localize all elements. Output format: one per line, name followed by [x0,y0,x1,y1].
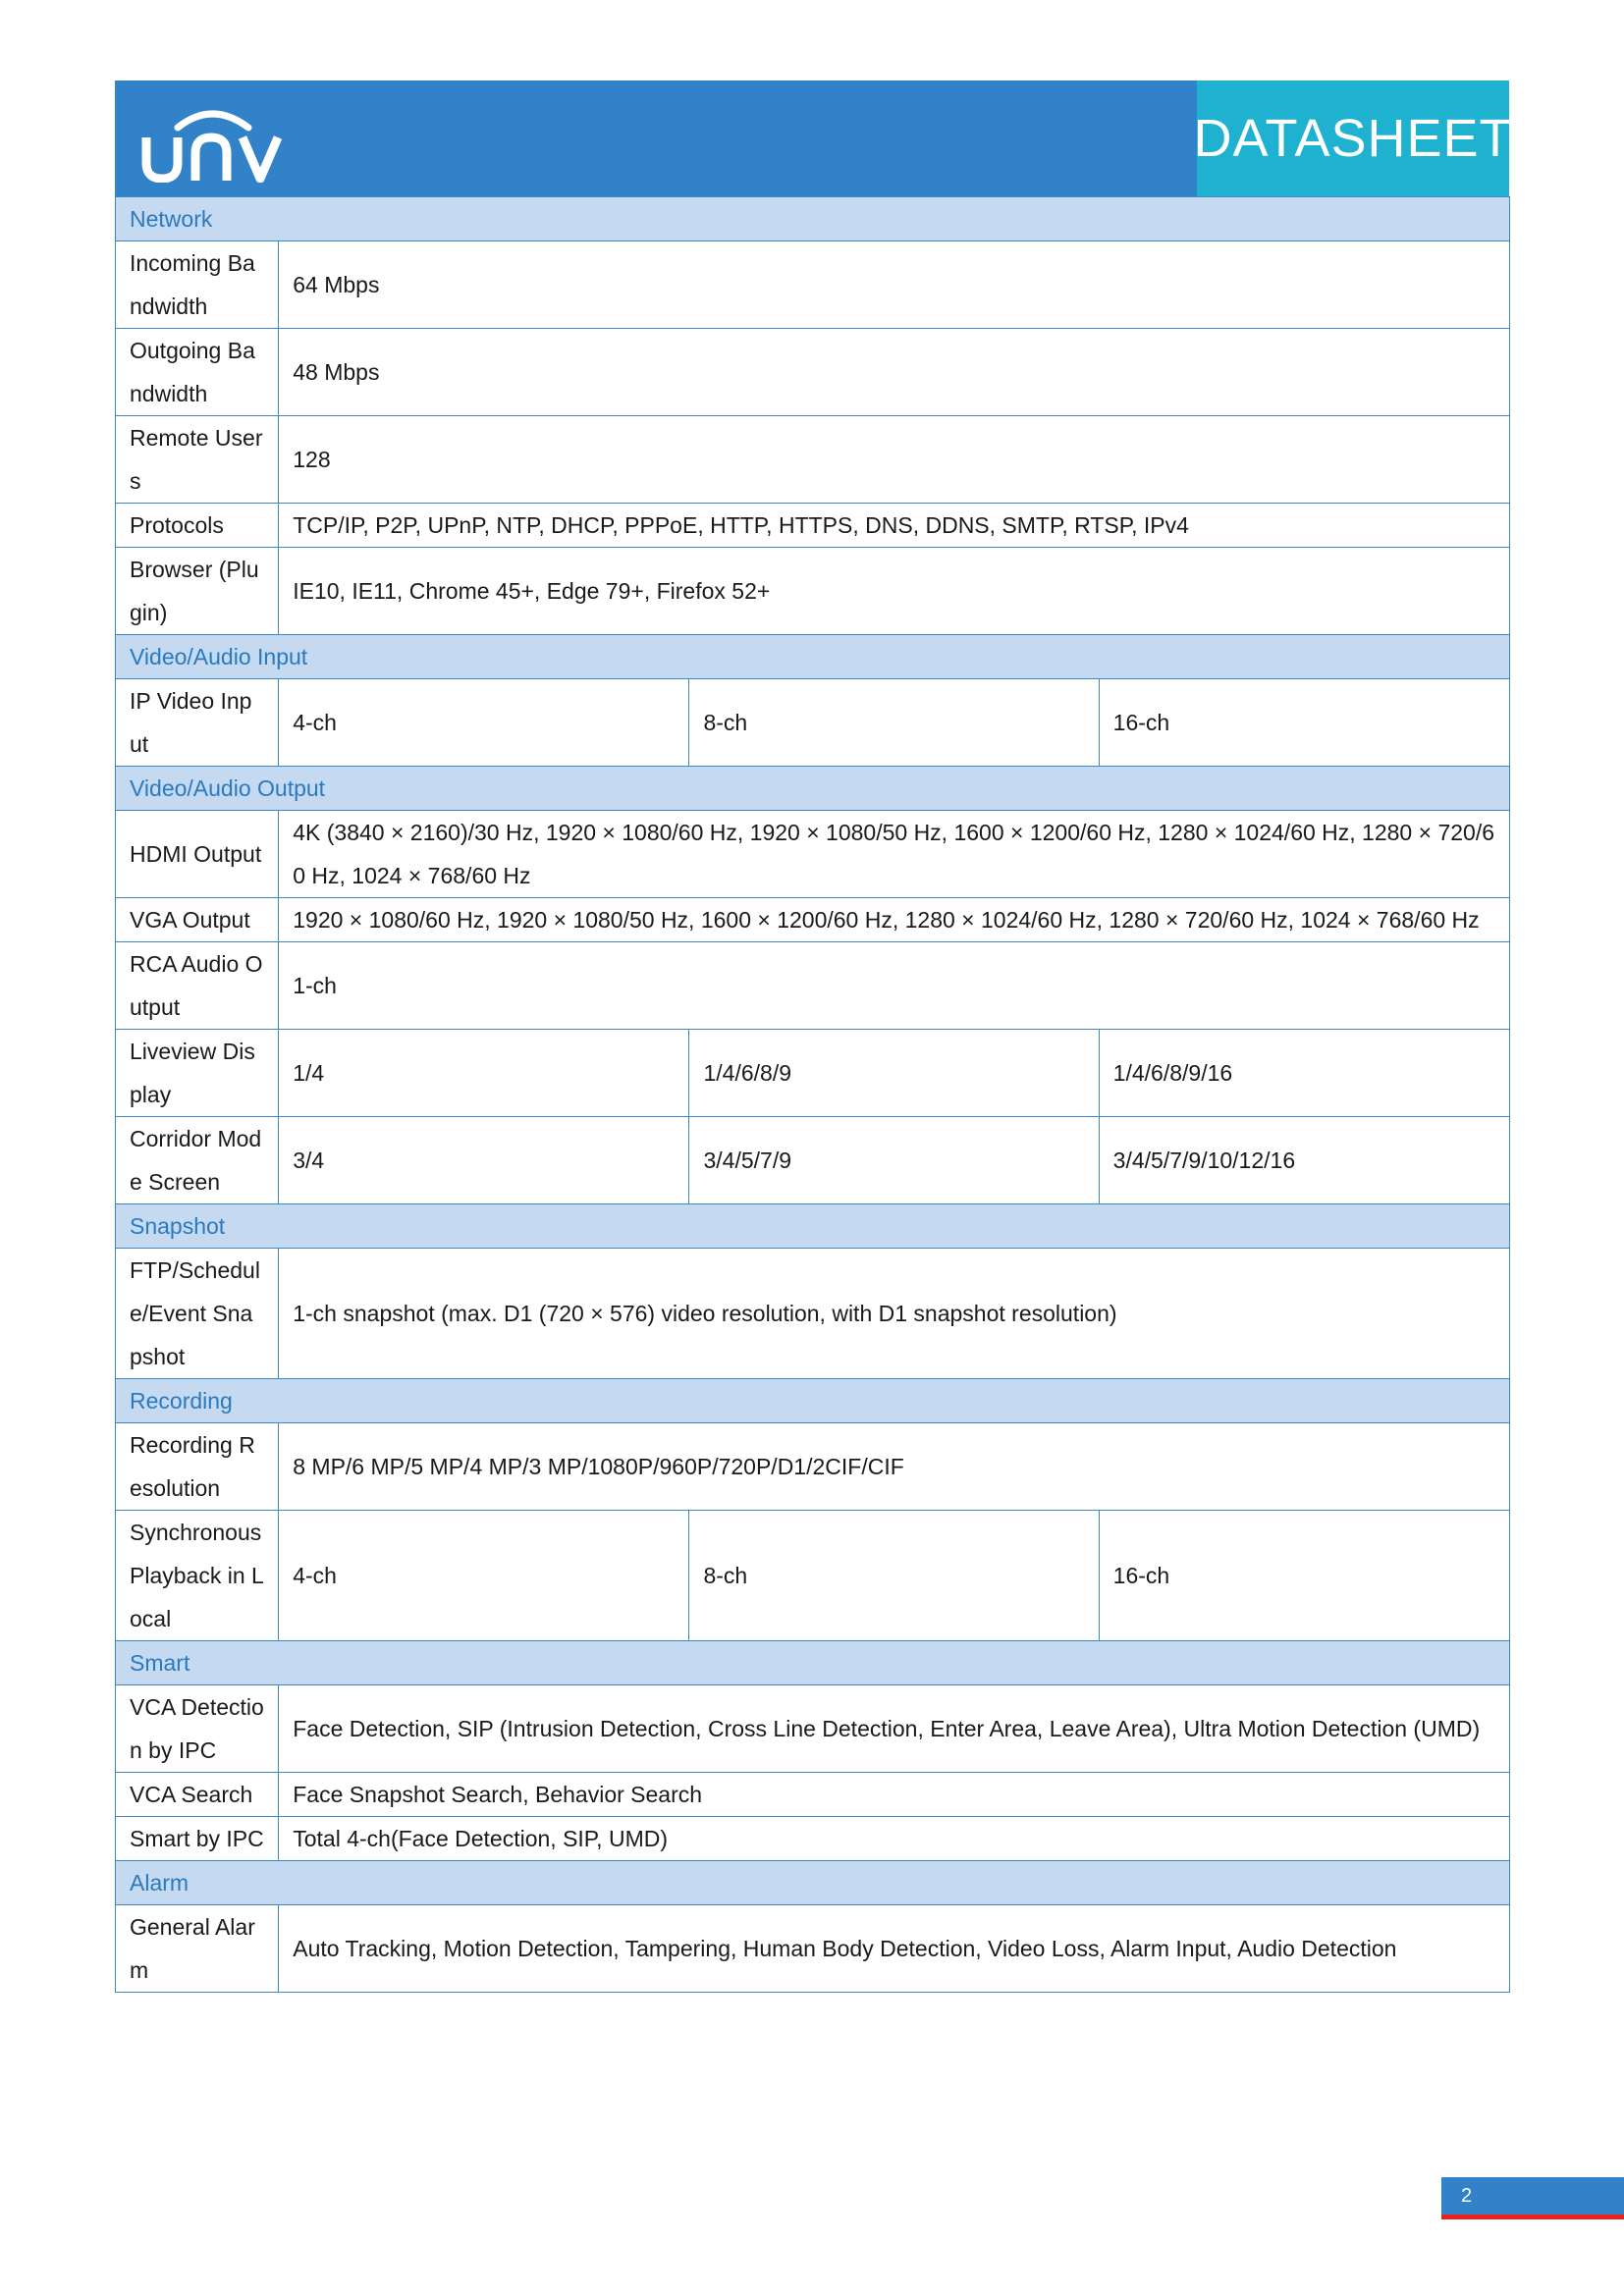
spec-value: Face Snapshot Search, Behavior Search [279,1773,1510,1817]
spec-value: 1/4/6/8/9 [689,1030,1099,1117]
spec-label: Remote Users [116,416,279,504]
spec-value: 8 MP/6 MP/5 MP/4 MP/3 MP/1080P/960P/720P/D1/2CIF/CIF [279,1423,1510,1511]
spec-row-corridor-mode-screen [116,1117,1510,1204]
datasheet-title: DATASHEET [1193,109,1513,168]
spec-row-vga-output [116,898,1510,942]
section-header-network [116,197,1510,241]
unv-logo [138,98,286,183]
spec-label: Smart by IPC [116,1817,279,1861]
spec-table [115,196,1510,1993]
spec-label: HDMI Output [116,811,279,898]
spec-value: 16-ch [1099,679,1509,767]
spec-row-ftp-schedule-event-snapshot [116,1249,1510,1379]
spec-label: Incoming Bandwidth [116,241,279,329]
spec-label: Liveview Display [116,1030,279,1117]
spec-label: FTP/Schedule/Event Snapshot [116,1249,279,1379]
spec-value: 3/4 [279,1117,689,1204]
spec-value: Face Detection, SIP (Intrusion Detection, Cross Line Detection, Enter Area, Leave Area), Ultra Motion Detection (UMD) [279,1685,1510,1773]
spec-label: Synchronous Playback in Local [116,1511,279,1641]
spec-label: VGA Output [116,898,279,942]
spec-value: TCP/IP, P2P, UPnP, NTP, DHCP, PPPoE, HTTP, HTTPS, DNS, DDNS, SMTP, RTSP, IPv4 [279,504,1510,548]
spec-row-rca-audio-output [116,942,1510,1030]
spec-value: 64 Mbps [279,241,1510,329]
spec-row-liveview-display [116,1030,1510,1117]
spec-row-smart-by-ipc [116,1817,1510,1861]
spec-row-outgoing-bandwidth [116,329,1510,416]
section-title: Video/Audio Output [116,767,1510,811]
spec-value: 1/4/6/8/9/16 [1099,1030,1509,1117]
footer-accent-bar [1441,2215,1624,2219]
page-number: 2 [1461,2185,1473,2207]
spec-row-hdmi-output [116,811,1510,898]
spec-label: RCA Audio Output [116,942,279,1030]
spec-value: 8-ch [689,679,1099,767]
spec-row-recording-resolution [116,1423,1510,1511]
section-header-recording [116,1379,1510,1423]
section-header-alarm [116,1861,1510,1905]
spec-value: 128 [279,416,1510,504]
spec-row-vca-detection-by-ipc [116,1685,1510,1773]
spec-row-general-alarm [116,1905,1510,1993]
section-title: Snapshot [116,1204,1510,1249]
spec-value: IE10, IE11, Chrome 45+, Edge 79+, Firefox 52+ [279,548,1510,635]
spec-row-vca-search [116,1773,1510,1817]
spec-row-synchronous-playback-in-local [116,1511,1510,1641]
section-title: Network [116,197,1510,241]
section-title: Alarm [116,1861,1510,1905]
spec-label: Protocols [116,504,279,548]
spec-value: 8-ch [689,1511,1099,1641]
spec-label: Browser (Plugin) [116,548,279,635]
datasheet-title-box [1193,80,1513,196]
spec-value: Auto Tracking, Motion Detection, Tampering, Human Body Detection, Video Loss, Alarm Input, Audio Detection [279,1905,1510,1993]
section-header-snapshot [116,1204,1510,1249]
spec-value: 3/4/5/7/9/10/12/16 [1099,1117,1509,1204]
spec-label: General Alarm [116,1905,279,1993]
spec-value: 3/4/5/7/9 [689,1117,1099,1204]
spec-value: Total 4-ch(Face Detection, SIP, UMD) [279,1817,1510,1861]
section-title: Recording [116,1379,1510,1423]
spec-value: 1920 × 1080/60 Hz, 1920 × 1080/50 Hz, 1600 × 1200/60 Hz, 1280 × 1024/60 Hz, 1280 × 720/60 Hz, 1024 × 768/60 Hz [279,898,1510,942]
spec-value: 1/4 [279,1030,689,1117]
spec-row-protocols [116,504,1510,548]
section-header-video-audio-output [116,767,1510,811]
spec-label: Recording Resolution [116,1423,279,1511]
spec-value: 4-ch [279,679,689,767]
datasheet-header [115,80,1513,196]
spec-label: Outgoing Bandwidth [116,329,279,416]
section-title: Video/Audio Input [116,635,1510,679]
spec-value: 48 Mbps [279,329,1510,416]
spec-label: Corridor Mode Screen [116,1117,279,1204]
spec-label: VCA Detection by IPC [116,1685,279,1773]
spec-value: 4-ch [279,1511,689,1641]
section-title: Smart [116,1641,1510,1685]
spec-row-remote-users [116,416,1510,504]
spec-value: 1-ch snapshot (max. D1 (720 × 576) video resolution, with D1 snapshot resolution) [279,1249,1510,1379]
spec-row-incoming-bandwidth [116,241,1510,329]
section-header-smart [116,1641,1510,1685]
spec-label: IP Video Input [116,679,279,767]
spec-label: VCA Search [116,1773,279,1817]
spec-row-ip-video-input [116,679,1510,767]
page-number-box [1441,2177,1624,2215]
spec-row-browser-plugin [116,548,1510,635]
section-header-video-audio-input [116,635,1510,679]
spec-value: 16-ch [1099,1511,1509,1641]
spec-value: 4K (3840 × 2160)/30 Hz, 1920 × 1080/60 Hz, 1920 × 1080/50 Hz, 1600 × 1200/60 Hz, 1280 × 1024/60 Hz, 1280 × 720/60 Hz, 1024 × 768/60 Hz [279,811,1510,898]
spec-value: 1-ch [279,942,1510,1030]
